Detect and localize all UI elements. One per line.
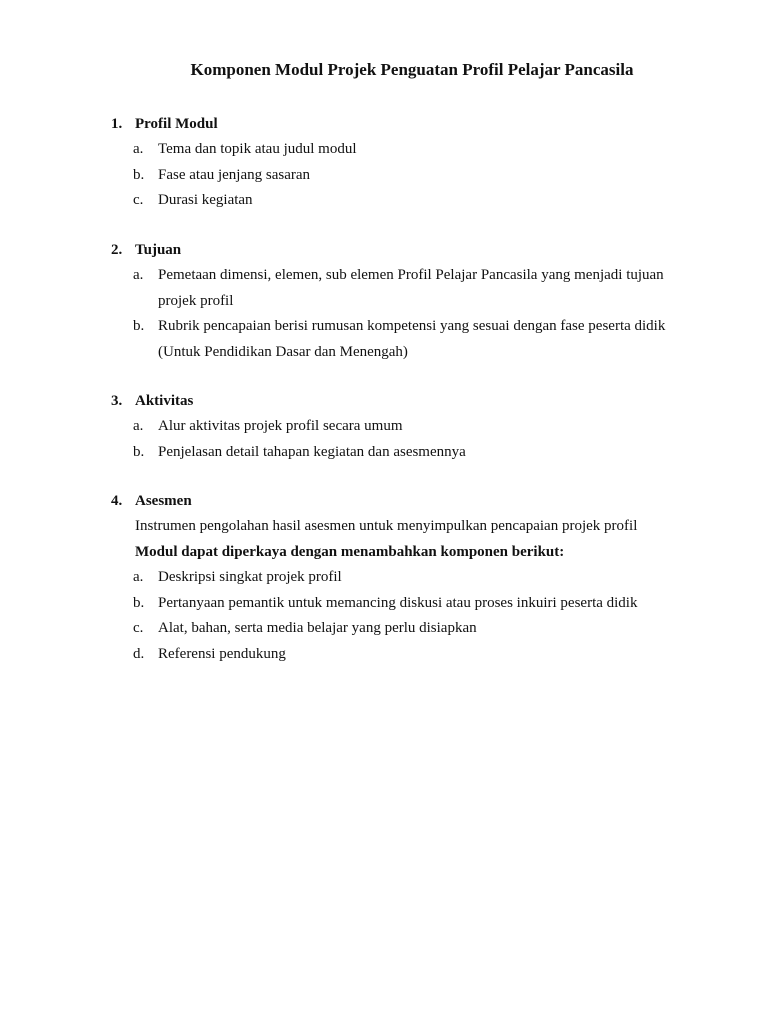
section-asesmen: [111, 489, 711, 667]
list-item: [111, 263, 698, 314]
list-item: [111, 137, 698, 163]
list-item: [111, 414, 698, 440]
list-item-letter: b.: [133, 594, 145, 611]
list-item-text-line: Pemetaan dimensi, elemen, sub elemen Profil Pelajar Pancasila yang menjadi tujuan: [158, 267, 664, 283]
section-title: Asesmen: [135, 493, 192, 509]
list-item-letter: a.: [133, 267, 144, 283]
list-item-letter: a.: [133, 418, 144, 434]
list-item-letter: b.: [133, 318, 145, 334]
list-item: [111, 314, 698, 365]
list-item: [111, 591, 698, 617]
section-number: 2.: [111, 242, 123, 258]
list-item: [111, 188, 698, 214]
section-tujuan: [111, 238, 711, 365]
section-title: Tujuan: [135, 242, 182, 258]
list-item: [111, 163, 698, 189]
list-item-text-line: Rubrik pencapaian berisi rumusan kompetensi yang sesuai dengan fase peserta didik: [158, 318, 666, 334]
section-number: 3.: [111, 393, 123, 409]
list-item-text-line: projek profil: [158, 292, 234, 309]
list-item: [111, 440, 698, 466]
list-item-text: Durasi kegiatan: [158, 192, 253, 208]
list-item-letter: c.: [133, 192, 144, 208]
section-profil-modul: [111, 112, 711, 214]
list-item: [111, 565, 698, 591]
section-aktivitas: [111, 389, 711, 465]
list-item-letter: b.: [133, 443, 145, 460]
list-item-letter: b.: [133, 166, 145, 183]
list-item: [111, 642, 698, 668]
list-item-letter: d.: [133, 645, 145, 662]
list-item-text: Alat, bahan, serta media belajar yang perlu disiapkan: [158, 620, 477, 636]
section-description: Instrumen pengolahan hasil asesmen untuk menyimpulkan pencapaian projek profil: [135, 518, 638, 534]
section-heading: [111, 389, 711, 414]
section-number: 4.: [111, 493, 123, 509]
list-item-letter: c.: [133, 620, 144, 636]
list-item-text: Alur aktivitas projek profil secara umum: [158, 418, 403, 434]
list-item-text: Pertanyaan pemantik untuk memancing diskusi atau proses inkuiri peserta didik: [158, 594, 638, 611]
list-item-text: Referensi pendukung: [158, 645, 286, 662]
section-number: 1.: [111, 116, 123, 132]
enrichment-note: Modul dapat diperkaya dengan menambahkan komponen berikut:: [135, 543, 565, 560]
list-item-letter: a.: [133, 569, 144, 585]
list-item-text: Deskripsi singkat projek profil: [158, 569, 342, 585]
list-item: [111, 616, 698, 642]
section-heading: [111, 238, 711, 263]
list-item-text-line: (Untuk Pendidikan Dasar dan Menengah): [158, 343, 408, 360]
document-title: Komponen Modul Projek Penguatan Profil Pelajar Pancasila: [190, 60, 634, 79]
list-item-text: Penjelasan detail tahapan kegiatan dan asesmennya: [158, 443, 466, 460]
list-item-text: Tema dan topik atau judul modul: [158, 141, 357, 157]
section-heading: [111, 489, 711, 514]
list-item-text: Fase atau jenjang sasaran: [158, 166, 311, 183]
list-item-letter: a.: [133, 141, 144, 157]
section-title: Profil Modul: [135, 116, 218, 132]
section-title: Aktivitas: [135, 393, 194, 409]
section-heading: [111, 112, 711, 137]
